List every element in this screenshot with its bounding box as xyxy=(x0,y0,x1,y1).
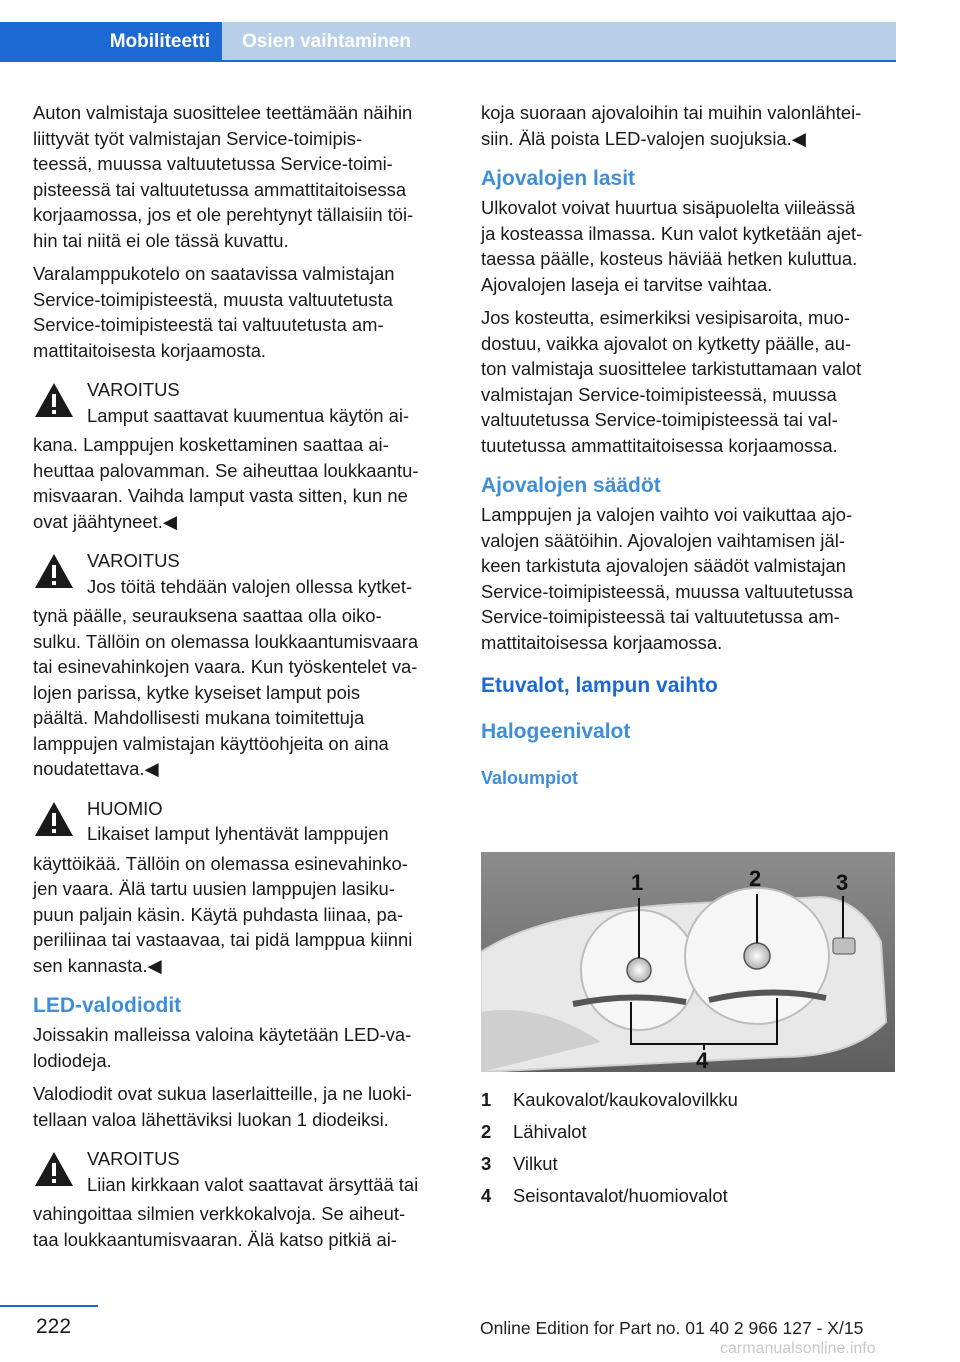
paragraph: Joissakin malleissa valoina käytetään LED-va- lodiodeja. xyxy=(33,1024,412,1071)
legend-item xyxy=(481,1180,738,1212)
paragraph: Valodiodit ovat sukua laserlaitteille, ja ne luoki- tellaan valoa lähettäviksi luokan 1 diodeiksi. xyxy=(33,1083,412,1130)
paragraph: Varalamppukotelo on saatavissa valmistajan Service-toimipisteestä, muusta valtuutetusta Service-toimipisteestä tai valtuutetusta am- mattitaitoisesta korjaamosta. xyxy=(33,263,395,361)
legend-number: 1 xyxy=(481,1089,492,1110)
warning-text: Liian kirkkaan valot saattavat ärsyttää tai xyxy=(87,1173,419,1195)
legend-number: 3 xyxy=(481,1153,492,1174)
warning-text: kana. Lamppujen koskettaminen saattaa ai- heuttaa palovamman. Se aiheuttaa loukkaantu- misvaaran. Vaihda lamput vasta sitten, kun ne ovat jäähtyneet.◀ xyxy=(33,434,419,532)
section-heading: LED-valodiodit xyxy=(33,994,182,1017)
warning-text: tynä päälle, seurauksena saattaa olla oiko- sulku. Tällöin on olemassa loukkaantumisvaara tai esinevahinkojen vaara. Kun työskentelet va- lojen parissa, kytke kyseiset lamput pois päältä. Mahdollisesti mukana toimitettuja lamppujen valmistajan käyttöohjeita on aina noudatettava.◀ xyxy=(33,605,419,779)
warning-text: käyttöikää. Tällöin on olemassa esinevahinko- jen vaara. Älä tartu uusien lamppujen lasiku- puun paljain käsin. Käytä puhdasta liinaa, pa- periliinaa tai vastaavaa, tai pidä lamppua kiinni sen kannasta.◀ xyxy=(33,852,413,976)
warning-triangle-icon xyxy=(33,552,75,590)
watermark: carmanualsonline.info xyxy=(720,1340,876,1357)
subheading: Halogeenivalot xyxy=(481,719,631,743)
paragraph: Lamppujen ja valojen vaihto voi vaikuttaa ajo- valojen säätöihin. Ajovalojen vaihtamisen jäl- keen tarkistuta ajovalojen säädöt valmistajan Service-toimipisteessä, muussa valtuutetussa Service-toimipisteessä tai valtuutetussa am- mattitaitoisessa korjaamossa. xyxy=(481,504,854,653)
warning-triangle-icon xyxy=(33,800,75,838)
high-beam-bulb xyxy=(627,958,651,982)
paragraph: Jos kosteutta, esimerkiksi vesipisaroita, muo- dostuu, vaikka ajovalot on kytketty päälle, au- ton valmistaja suosittelee tarkistuttamaan valot valmistajan Service-toimipisteessä, muussa valtuutetussa Service-toimipisteessä tai val- tuutetussa ammattitaitoisessa korjaamossa. xyxy=(481,307,862,456)
legend-text: Seisontavalot/huomiovalot xyxy=(513,1185,728,1206)
warning-triangle-icon xyxy=(33,1150,75,1188)
legend-item xyxy=(481,1116,738,1148)
figure-label-2: 2 xyxy=(749,866,762,891)
warning-text: vahingoittaa silmien verkkokalvoja. Se aiheut- taa loukkaantumisvaaran. Älä katso pitkiä ai- xyxy=(33,1203,406,1250)
legend-number: 2 xyxy=(481,1121,492,1142)
right-column xyxy=(481,100,897,792)
chapter-tab: Mobiliteetti xyxy=(0,22,222,62)
warning-triangle-icon xyxy=(33,381,75,419)
chapter-heading: Etuvalot, lampun vaihto xyxy=(481,674,718,697)
section-heading: Ajovalojen lasit xyxy=(481,167,636,190)
paragraph: Ulkovalot voivat huurtua sisäpuolelta viileässä ja kosteassa ilmassa. Kun valot kytketään ajet- taessa päälle, kosteus häviää hetken kuluttua. Ajovalojen laseja ei tarvitse vaihtaa. xyxy=(481,197,863,295)
edition-info: Online Edition for Part no. 01 40 2 966 127 - X/15 xyxy=(480,1318,864,1338)
left-column xyxy=(33,100,449,1260)
footer-rule xyxy=(0,1305,98,1307)
warning-text: Jos töitä tehdään valojen ollessa kytket- xyxy=(87,575,413,597)
page-number: 222 xyxy=(36,1315,72,1338)
sub-subheading: Valoumpiot xyxy=(481,768,579,788)
legend-item xyxy=(481,1148,738,1180)
warning-block xyxy=(33,548,449,782)
warning-text: Likaiset lamput lyhentävät lamppujen xyxy=(87,823,389,844)
paragraph: Auton valmistaja suosittelee teettämään näihin liittyvät työt valmistajan Service-toimipis- teessä, muussa valtuutetussa Service-toimi- pisteessä tai valtuutetussa ammattitaitoisessa korjaamossa, jos et ole perehtynyt tällaisiin töi- hin tai niitä ei ole tässä kuvattu. xyxy=(33,102,414,251)
legend-item xyxy=(481,1084,738,1116)
figure-label-1: 1 xyxy=(631,870,644,895)
warning-block xyxy=(33,377,449,534)
figure-label-3: 3 xyxy=(836,870,849,895)
legend-number: 4 xyxy=(481,1185,492,1206)
indicator-socket xyxy=(833,938,855,954)
legend-text: Lähivalot xyxy=(513,1121,587,1142)
legend-text: Kaukovalot/kaukovalovilkku xyxy=(513,1089,738,1110)
figure-legend xyxy=(481,1084,738,1212)
section-heading: Ajovalojen säädöt xyxy=(481,474,661,497)
caution-block xyxy=(33,796,449,979)
warning-block xyxy=(33,1146,449,1252)
warning-title: VAROITUS xyxy=(87,379,180,400)
paragraph: koja suoraan ajovaloihin tai muihin valonlähtei- siin. Älä poista LED-valojen suojuksia.◀ xyxy=(481,102,862,149)
header-rule xyxy=(0,60,896,62)
warning-text: Lamput saattavat kuumentua käytön ai- xyxy=(87,404,410,426)
warning-title: VAROITUS xyxy=(87,550,180,571)
low-beam-bulb xyxy=(744,943,770,969)
figure-label-4: 4 xyxy=(696,1048,709,1072)
warning-title: VAROITUS xyxy=(87,1148,180,1169)
page-header xyxy=(0,0,896,62)
headlight-figure xyxy=(481,852,895,1072)
warning-title: HUOMIO xyxy=(87,797,163,819)
legend-text: Vilkut xyxy=(513,1153,558,1174)
section-tab: Osien vaihtaminen xyxy=(222,22,896,62)
